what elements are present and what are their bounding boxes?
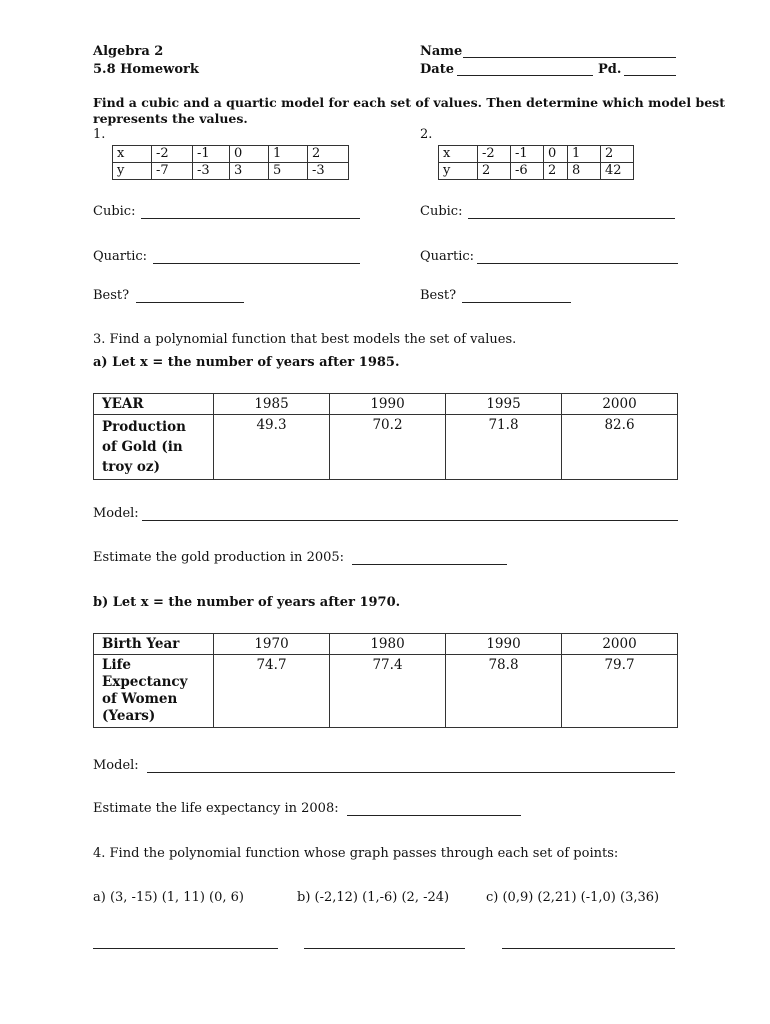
name-label: Name (420, 44, 463, 59)
table-cell: 0 (544, 146, 568, 163)
table-cell: 49.3 (214, 415, 330, 480)
table-cell: 1990 (446, 634, 562, 655)
table-cell: y (439, 163, 478, 180)
table-cell: 82.6 (562, 415, 678, 480)
problem-1-best-label: Best? (93, 288, 130, 303)
instructions-line-2: represents the values. (93, 111, 248, 126)
table-row (94, 394, 678, 415)
problem-4-prompt: 4. Find the polynomial function whose graph passes through each set of points: (93, 846, 619, 861)
problem-1-table (112, 145, 349, 180)
table-cell: 71.8 (446, 415, 562, 480)
problem-3b-model-label: Model: (93, 758, 139, 773)
problem-1-cubic-label: Cubic: (93, 204, 136, 219)
table-cell: 0 (230, 146, 269, 163)
instructions-line-1: Find a cubic and a quartic model for each set of values. Then determine which model best (93, 95, 725, 110)
problem-3a-estimate-label: Estimate the gold production in 2005: (93, 550, 345, 565)
problem-4a-answer-line[interactable] (93, 948, 278, 949)
table-cell: -7 (152, 163, 193, 180)
table-header-cell: Life Expectancy of Women (Years) (94, 655, 214, 728)
problem-1-cubic-answer-line[interactable] (141, 218, 360, 219)
table-cell: y (113, 163, 152, 180)
table-cell: 8 (568, 163, 601, 180)
table-cell: 2 (478, 163, 511, 180)
table-cell: 70.2 (330, 415, 446, 480)
table-cell: 2 (601, 146, 634, 163)
problem-1-quartic-label: Quartic: (93, 249, 148, 264)
table-cell: 2 (308, 146, 349, 163)
problem-2-quartic-label: Quartic: (420, 249, 475, 264)
period-field-line[interactable] (624, 75, 676, 76)
table-cell: 3 (230, 163, 269, 180)
problem-1-best-answer-line[interactable] (136, 302, 244, 303)
table-cell: 2000 (562, 394, 678, 415)
problem-3a-title: a) Let x = the number of years after 1985. (93, 355, 400, 370)
table-cell: 79.7 (562, 655, 678, 728)
name-field-line[interactable] (463, 57, 676, 58)
period-label: Pd. (598, 62, 622, 77)
table-header-cell: YEAR (94, 394, 214, 415)
problem-2-quartic-answer-line[interactable] (477, 263, 678, 264)
table-row (113, 163, 349, 180)
problem-2-number: 2. (420, 127, 433, 142)
problem-3b-model-answer-line[interactable] (147, 772, 675, 773)
table-cell: -1 (511, 146, 544, 163)
life-expectancy-table (93, 633, 678, 728)
table-cell: x (113, 146, 152, 163)
table-row (113, 146, 349, 163)
table-cell: 5 (269, 163, 308, 180)
table-cell: 1980 (330, 634, 446, 655)
problem-4c-points: c) (0,9) (2,21) (-1,0) (3,36) (486, 890, 660, 905)
problem-2-best-label: Best? (420, 288, 457, 303)
table-row (94, 655, 678, 728)
table-header-cell: Production of Gold (in troy oz) (94, 415, 214, 480)
problem-2-cubic-label: Cubic: (420, 204, 463, 219)
table-cell: 74.7 (214, 655, 330, 728)
table-cell: 1985 (214, 394, 330, 415)
problem-4a-points: a) (3, -15) (1, 11) (0, 6) (93, 890, 245, 905)
table-header-cell: Birth Year (94, 634, 214, 655)
table-cell: 1 (568, 146, 601, 163)
date-label: Date (420, 62, 454, 77)
table-row (439, 163, 634, 180)
problem-4b-points: b) (-2,12) (1,-6) (2, -24) (297, 890, 450, 905)
table-row (439, 146, 634, 163)
table-cell: 78.8 (446, 655, 562, 728)
problem-2-cubic-answer-line[interactable] (468, 218, 675, 219)
table-cell: -2 (152, 146, 193, 163)
table-cell: 1990 (330, 394, 446, 415)
table-cell: -6 (511, 163, 544, 180)
problem-3a-estimate-answer-line[interactable] (352, 564, 507, 565)
problem-4b-answer-line[interactable] (304, 948, 465, 949)
table-cell: -3 (193, 163, 230, 180)
table-row (94, 634, 678, 655)
problem-1-number: 1. (93, 127, 106, 142)
problem-3b-estimate-answer-line[interactable] (347, 815, 521, 816)
problem-3a-model-answer-line[interactable] (142, 520, 678, 521)
problem-3a-model-label: Model: (93, 506, 139, 521)
date-field-line[interactable] (457, 75, 593, 76)
problem-4c-answer-line[interactable] (502, 948, 675, 949)
gold-production-table (93, 393, 678, 480)
table-cell: 77.4 (330, 655, 446, 728)
table-cell: 2000 (562, 634, 678, 655)
table-cell: 42 (601, 163, 634, 180)
table-cell: 2 (544, 163, 568, 180)
problem-2-best-answer-line[interactable] (462, 302, 571, 303)
assignment-title: 5.8 Homework (93, 62, 199, 77)
problem-2-table (438, 145, 634, 180)
table-cell: 1970 (214, 634, 330, 655)
course-title: Algebra 2 (93, 44, 164, 59)
problem-1-quartic-answer-line[interactable] (153, 263, 360, 264)
problem-3-prompt: 3. Find a polynomial function that best models the set of values. (93, 332, 517, 347)
table-cell: -2 (478, 146, 511, 163)
problem-3b-estimate-label: Estimate the life expectancy in 2008: (93, 801, 339, 816)
table-cell: -1 (193, 146, 230, 163)
problem-3b-title: b) Let x = the number of years after 1970. (93, 595, 401, 610)
table-cell: 1995 (446, 394, 562, 415)
table-cell: -3 (308, 163, 349, 180)
table-cell: 1 (269, 146, 308, 163)
table-row (94, 415, 678, 480)
table-cell: x (439, 146, 478, 163)
